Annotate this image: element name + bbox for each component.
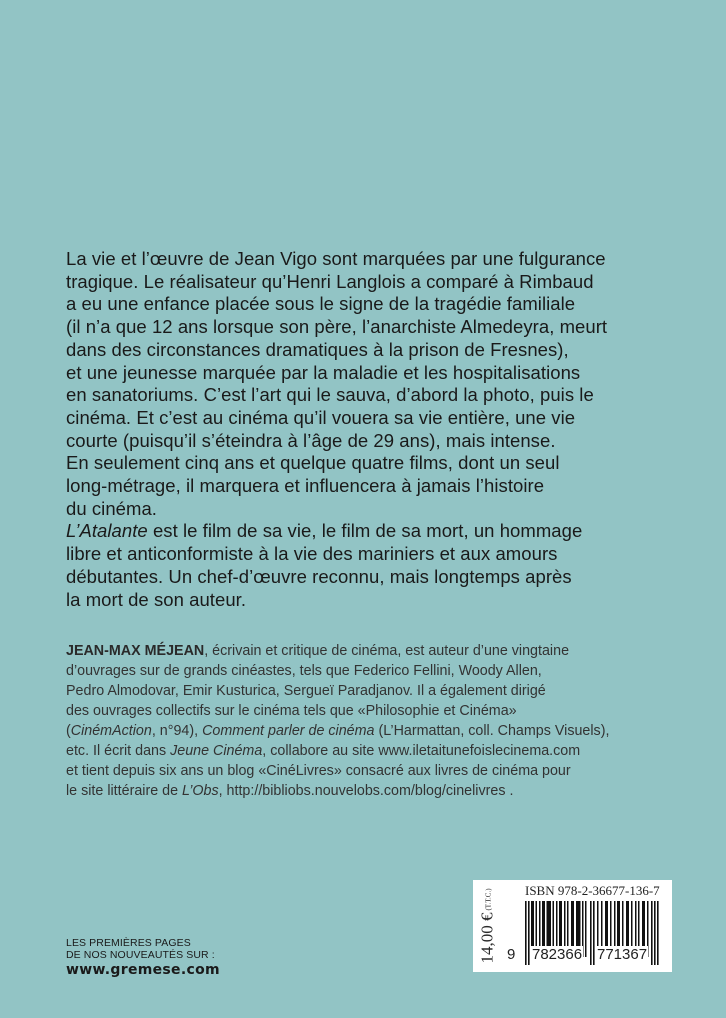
synopsis-line: en sanatoriums. C’est l’art qui le sauva, d’abord la photo, puis le [66, 384, 594, 406]
author-name: JEAN-MAX MÉJEAN [66, 643, 205, 659]
synopsis-line: libre et anticonformiste à la vie des mariniers et aux amours [66, 543, 558, 565]
publication-lobs: L’Obs [182, 783, 219, 799]
synopsis-line: du cinéma. [66, 497, 157, 519]
synopsis-atalante-line: L’Atalante est le film de sa vie, le film de sa mort, un hommage [66, 520, 583, 542]
film-title-atalante: L’Atalante [66, 520, 148, 542]
publisher-url: www.gremese.com [66, 962, 220, 978]
synopsis-line: long-métrage, il marquera et influencera à jamais l’histoire [66, 475, 545, 497]
barcode-label [473, 880, 672, 972]
synopsis-line: En seulement cinq ans et quelque quatre films, dont un seul [66, 452, 560, 474]
synopsis-line: La vie et l’œuvre de Jean Vigo sont marquées par une fulgurance [66, 248, 606, 269]
publication-jeune-cinema: Jeune Cinéma [170, 743, 263, 759]
isbn-text: ISBN 978-2-36677-136-7 [525, 883, 660, 898]
barcode-digits-left: 782366 [532, 946, 583, 963]
synopsis-line: la mort de son auteur. [66, 588, 247, 610]
publisher-promo [66, 937, 220, 979]
promo-line-1: LES PREMIÈRES PAGES [66, 937, 191, 949]
synopsis-line: courte (puisqu’il s’éteindra à l’âge de 29 ans), mais intense. [66, 429, 556, 451]
price-label [477, 884, 499, 968]
synopsis-line: débutantes. Un chef-d’œuvre reconnu, mais longtemps après [66, 565, 572, 587]
synopsis-line: cinéma. Et c’est au cinéma qu’il vouera sa vie entière, une vie [66, 406, 576, 428]
synopsis-text [66, 248, 666, 611]
synopsis-line: tragique. Le réalisateur qu’Henri Langlois a comparé à Rimbaud [66, 270, 594, 292]
price-value: 14,00 € [478, 912, 497, 964]
synopsis-line: et une jeunesse marquée par la maladie et les hospitalisations [66, 361, 581, 383]
barcode-digit-first: 9 [507, 946, 516, 963]
publication-cinemaction: CinémAction [70, 723, 152, 739]
promo-line-2: DE NOS NOUVEAUTÉS SUR : [66, 949, 215, 961]
synopsis-line: a eu une enfance placée sous le signe de la tragédie familiale [66, 293, 576, 315]
synopsis-line: (il n’a que 12 ans lorsque son père, l’anarchiste Almedeyra, meurt [66, 316, 608, 338]
price-note: (T.T.C.) [485, 888, 494, 911]
barcode-digits-right: 771367 [597, 946, 648, 963]
synopsis-line: dans des circonstances dramatiques à la prison de Fresnes), [66, 338, 569, 360]
book-title-comment-parler: Comment parler de cinéma [202, 723, 375, 739]
author-bio: JEAN-MAX MÉJEAN, écrivain et critique de cinéma, est auteur d’une vingtaine d’ouvrages sur de grands cinéastes, tels que Federico Fellini, Woody Allen, Pedro Almodovar, Emir Kusturica, Sergueï Paradjanov. Il a également dirigé des ouvrages collectifs sur le cinéma tels que «Philosophie et Cinéma» (CinémAction, n°94), Comment parler de cinéma (L’Harmattan, coll. Champs Visuels), etc. Il écrit dans Jeune Cinéma, collabore au site www.iletaitunefoislecinema.com et tient depuis six ans un blog «CinéLivres» consacré aux livres de cinéma pour le site littéraire de L’Obs, http://bibliobs.nouvelobs.com/blog/cinelivres . [66, 643, 610, 799]
